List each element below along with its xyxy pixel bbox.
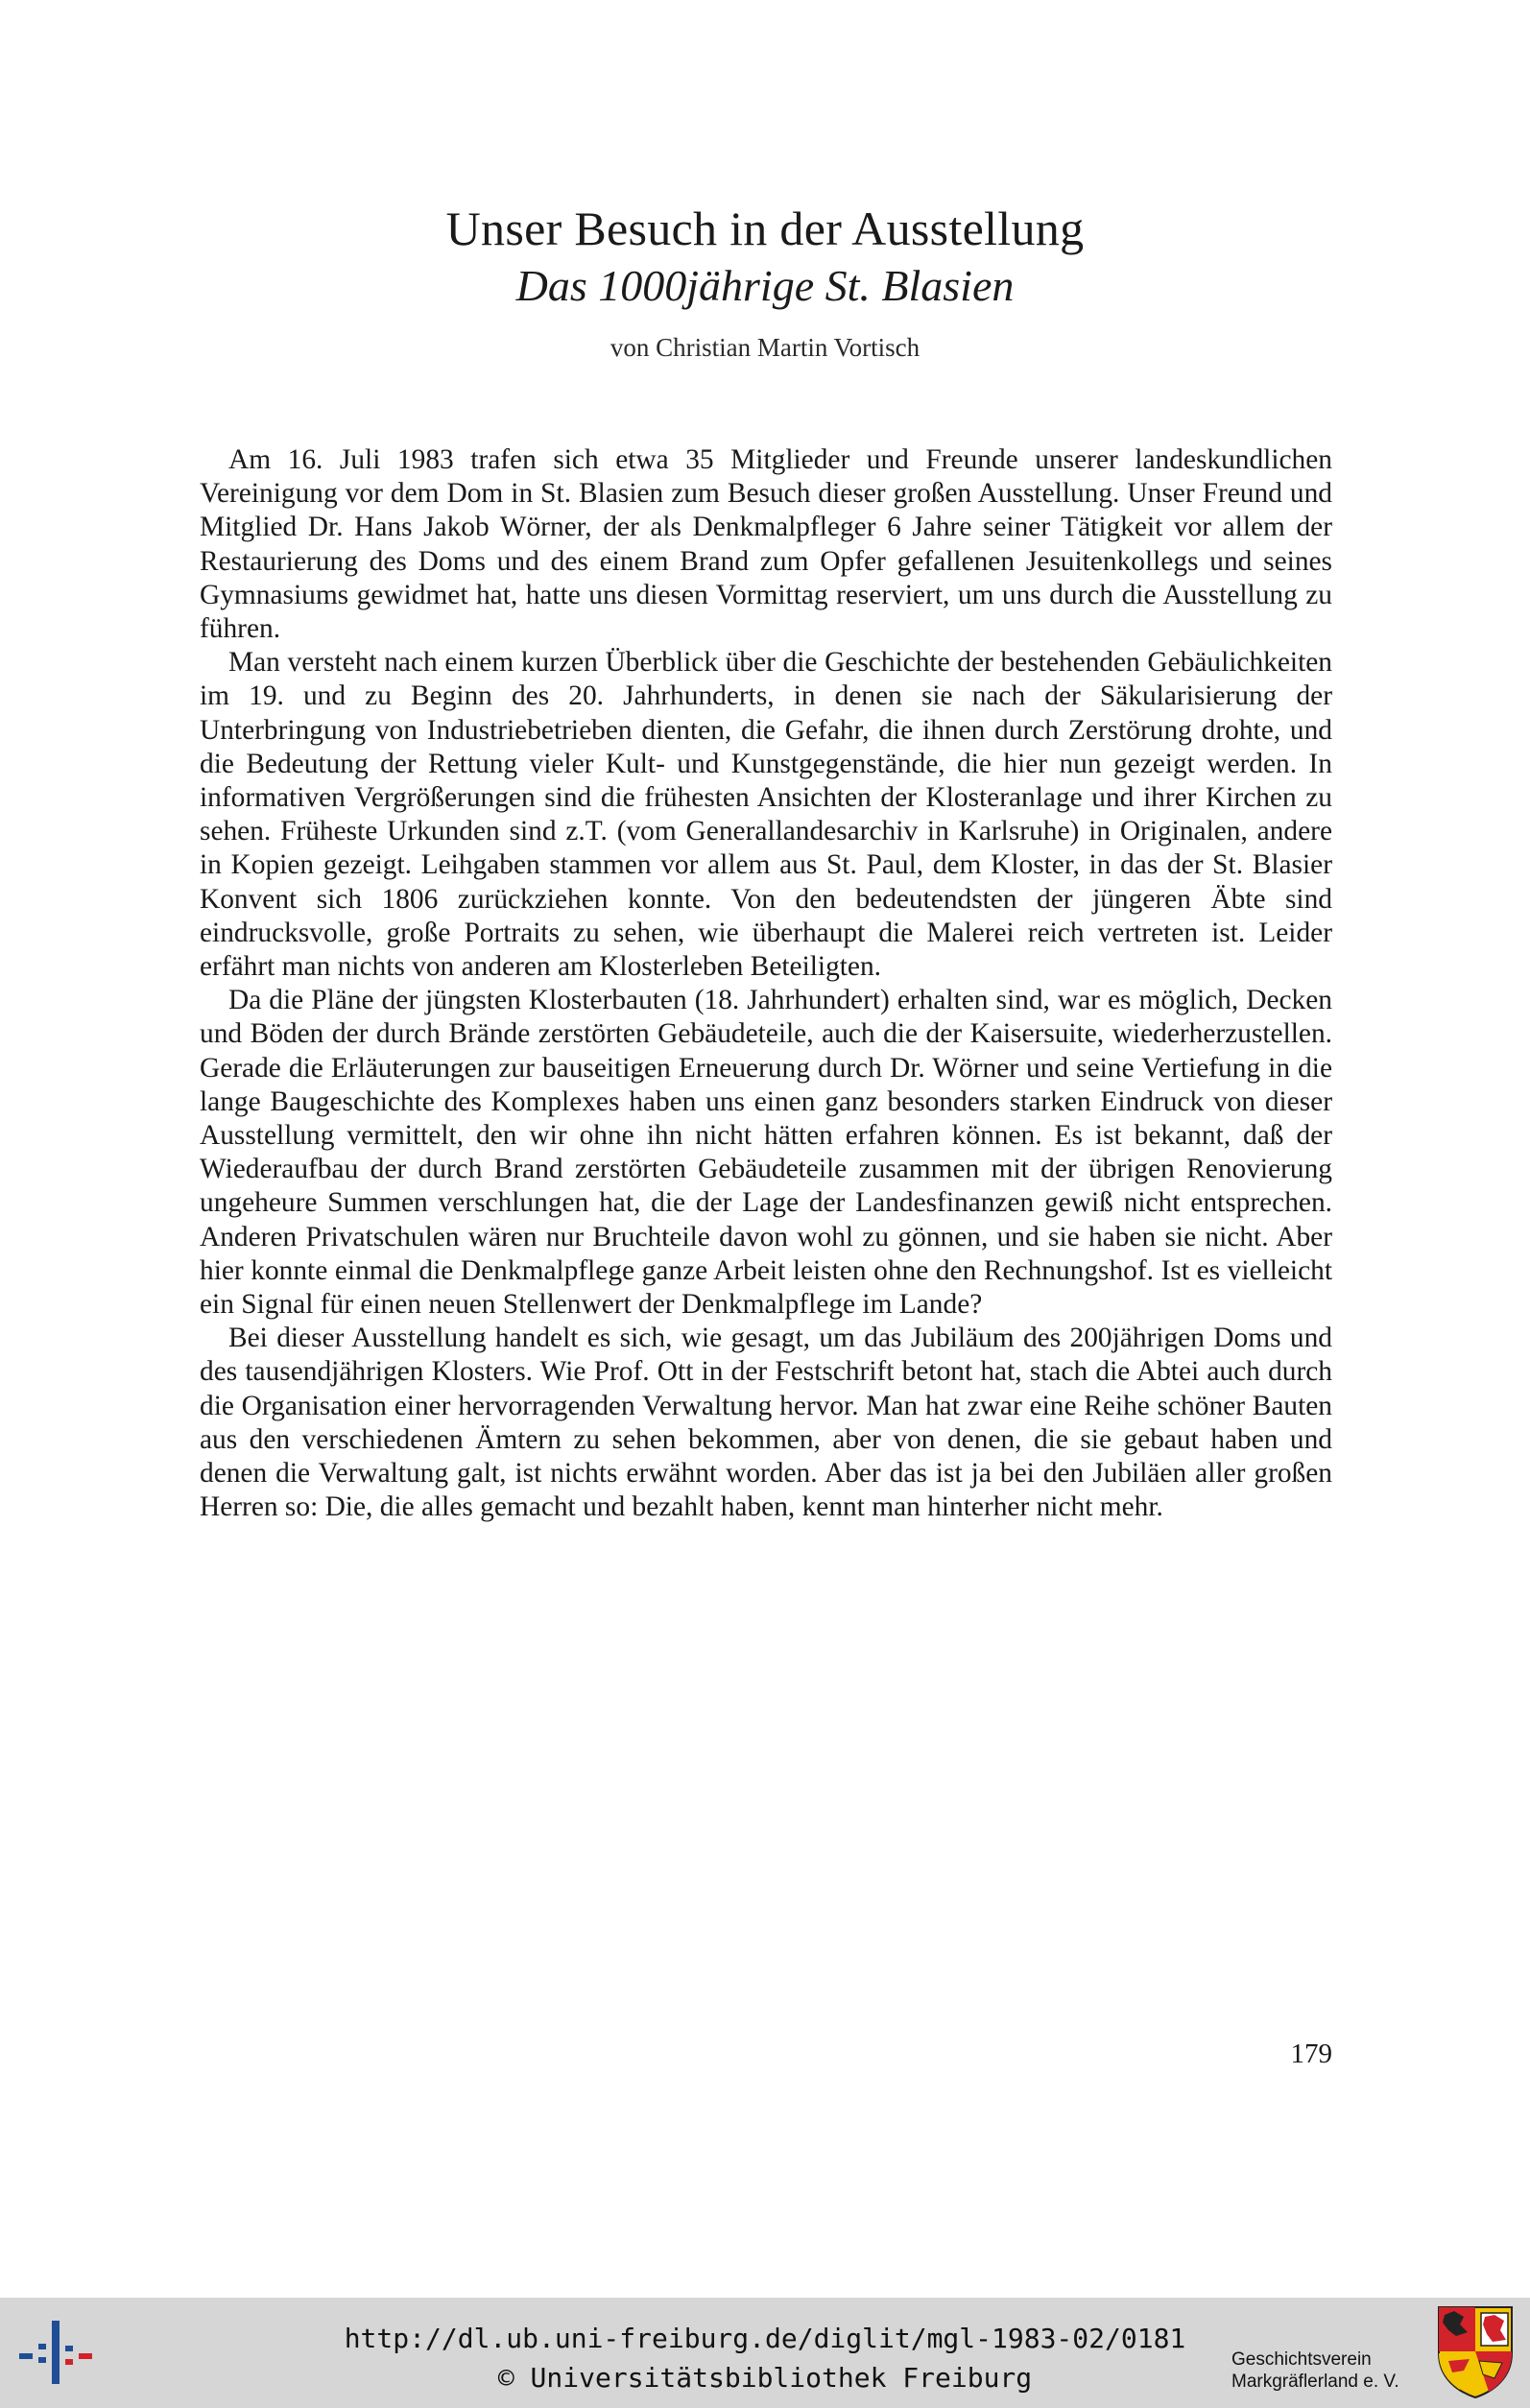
footer-url-link[interactable]: http://dl.ub.uni-freiburg.de/diglit/mgl-1983-02/0181 bbox=[344, 2323, 1186, 2354]
paragraph: Am 16. Juli 1983 trafen sich etwa 35 Mitglieder und Freunde unserer landeskundlichen Vereinigung vor dem Dom in St. Blasien zum Besuch dieser großen Ausstellung. Unser Freund und Mitglied Dr. Hans Jakob Wörner, der als Denkmalpfleger 6 Jahre seiner Tätigkeit vor allem der Restaurierung des Doms und des einem Brand zum Opfer gefallenen Jesuitenkollegs und seines Gymnasiums gewidmet hat, hatte uns diesen Vormittag reserviert, um uns durch die Ausstellung zu führen. bbox=[200, 444, 1332, 645]
article-title: Unser Besuch in der Ausstellung bbox=[445, 202, 1085, 255]
society-name-line2: Markgräflerland e. V. bbox=[1231, 2372, 1399, 2392]
society-name-line1: Geschichtsverein bbox=[1231, 2349, 1372, 2370]
article-byline: von Christian Martin Vortisch bbox=[610, 333, 920, 362]
article-body bbox=[200, 443, 1332, 1525]
paragraph: Da die Pläne der jüngsten Klosterbauten (18. Jahrhundert) erhalten sind, war es möglich, Decken und Böden der durch Brände zerstörten Gebäudeteile, auch die der Kaisersuite, wiederherzustellen. Gerade die Erläuterungen zur bauseitigen Erneuerung durch Dr. Wörner und seine Vertiefung in die lange Baugeschichte des Komplexes haben uns einen ganz besonders starken Eindruck von dieser Ausstellung vermittelt, den wir ohne ihn nicht hätten erfahren können. Es ist bekannt, daß der Wiederaufbau der durch Brand zerstörten Gebäudeteile zusammen mit der übrigen Renovierung ungeheure Summen verschlungen hat, die der Lage der Landesfinanzen gewiß nicht entsprechen. Anderen Privatschulen wären nur Bruchteile davon wohl zu gönnen, und sie haben sie nicht. Aber hier konnte einmal die Denkmalpflege ganze Arbeit leisten ohne den Rechnungshof. Ist es vielleicht ein Signal für einen neuen Stellenwert der Denkmalpflege im Lande? bbox=[200, 985, 1332, 1321]
paragraph: Man versteht nach einem kurzen Überblick über die Geschichte der bestehenden Gebäulichkeiten im 19. und zu Beginn des 20. Jahrhunderts, in denen sie nach der Säkularisierung der Unterbringung von Industriebetrieben dienten, die Gefahr, die ihnen durch Zerstörung drohte, und die Bedeutung der Rettung vieler Kult- und Kunstgegenstände, die hier nun gezeigt werden. In informativen Vergrößerungen sind die frühesten Ansichten der Klosteranlage und ihrer Kirchen zu sehen. Früheste Urkunden sind z.T. (vom Generallandesarchiv in Karlsruhe) in Originalen, andere in Kopien gezeigt. Leihgaben stammen vor allem aus St. Paul, dem Kloster, in das der St. Blasier Konvent sich 1806 zurückziehen konnte. Von den bedeutendsten der jüngeren Äbte sind eindrucksvolle, große Portraits zu sehen, wie überhaupt die Malerei reich vertreten ist. Leider erfährt man nichts von anderen am Klosterleben Beteiligten. bbox=[200, 647, 1332, 983]
coat-of-arms-icon bbox=[1435, 2303, 1516, 2399]
article-subtitle: Das 1000jährige St. Blasien bbox=[515, 261, 1015, 310]
paragraph: Bei dieser Ausstellung handelt es sich, wie gesagt, um das Jubiläum des 200jährigen Doms und des tausendjährigen Klosters. Wie Prof. Ott in der Festschrift betont hat, stach die Abtei auch durch die Organisation einer hervorragenden Verwaltung hervor. Man hat zwar eine Reihe schöner Bauten aus den verschiedenen Ämtern zu sehen bekommen, aber von denen, die sie gebaut haben und denen die Verwaltung galt, ist nichts erwähnt worden. Aber das ist ja bei den Jubiläen aller großen Herren so: Die, die alles gemacht und bezahlt haben, kennt man hinterher nicht mehr. bbox=[200, 1323, 1332, 1523]
society-name bbox=[1231, 2348, 1423, 2393]
page-number: 179 bbox=[1290, 2038, 1332, 2069]
footer-copyright: © Universitätsbibliothek Freiburg bbox=[497, 2362, 1033, 2394]
